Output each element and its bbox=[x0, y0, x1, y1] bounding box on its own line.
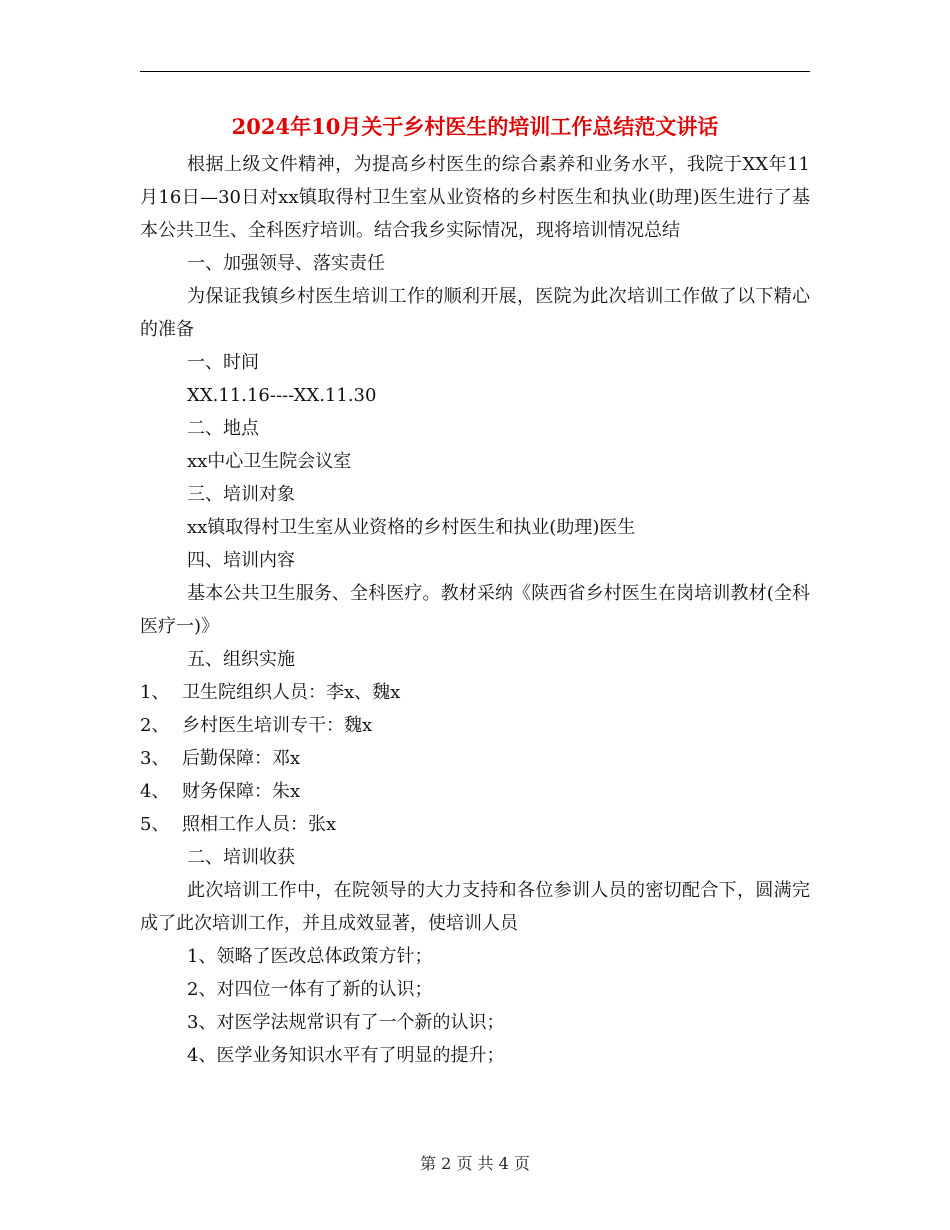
place-value: xx中心卫生院会议室 bbox=[187, 451, 352, 472]
item-number: 5、 bbox=[140, 814, 170, 835]
organization-item bbox=[140, 775, 810, 808]
document-body bbox=[140, 148, 810, 1072]
document-title: 2024年10月关于乡村医生的培训工作总结范文讲话 bbox=[231, 114, 719, 139]
item-number: 4、 bbox=[140, 781, 170, 802]
gain-item: 1、领略了医改总体政策方针； bbox=[187, 946, 433, 967]
item-text: 后勤保障：邓x bbox=[182, 748, 301, 769]
content-heading: 四、培训内容 bbox=[187, 550, 295, 571]
intro-paragraph: 根据上级文件精神，为提高乡村医生的综合素养和业务水平，我院于XX年11月16日—30日对xx镇取得村卫生室从业资格的乡村医生和执业(助理)医生进行了基本公共卫生、全科医疗培训。结合我乡实际情况，现将培训情况总结 bbox=[140, 154, 810, 241]
item-text: 乡村医生培训专干：魏x bbox=[182, 715, 373, 736]
item-text: 照相工作人员：张x bbox=[182, 814, 337, 835]
organization-item bbox=[140, 742, 810, 775]
place-heading: 二、地点 bbox=[187, 418, 259, 439]
result-paragraph: 此次培训工作中，在院领导的大力支持和各位参训人员的密切配合下，圆满完成了此次培训工作，并且成效显著，使培训人员 bbox=[140, 880, 810, 934]
target-value: xx镇取得村卫生室从业资格的乡村医生和执业(助理)医生 bbox=[187, 517, 636, 538]
gain-item: 4、医学业务知识水平有了明显的提升； bbox=[187, 1045, 505, 1066]
gain-item: 3、对医学法规常识有了一个新的认识； bbox=[187, 1012, 505, 1033]
organization-item bbox=[140, 676, 810, 709]
gain-item: 2、对四位一体有了新的认识； bbox=[187, 979, 433, 1000]
preparation-paragraph: 为保证我镇乡村医生培训工作的顺利开展，医院为此次培训工作做了以下精心的准备 bbox=[140, 286, 810, 340]
target-heading: 三、培训对象 bbox=[187, 484, 295, 505]
item-number: 2、 bbox=[140, 715, 170, 736]
item-number: 3、 bbox=[140, 748, 170, 769]
section-heading-2: 二、培训收获 bbox=[187, 847, 295, 868]
organization-item bbox=[140, 808, 810, 841]
header-rule bbox=[140, 71, 810, 72]
time-value: XX.11.16----XX.11.30 bbox=[187, 385, 377, 406]
content-value: 基本公共卫生服务、全科医疗。教材采纳《陕西省乡村医生在岗培训教材(全科医疗一)》 bbox=[140, 583, 810, 637]
page-number-footer: 第 2 页 共 4 页 bbox=[420, 1154, 530, 1173]
organization-heading: 五、组织实施 bbox=[187, 649, 295, 670]
section-heading-1: 一、加强领导、落实责任 bbox=[187, 253, 385, 274]
item-text: 财务保障：朱x bbox=[182, 781, 301, 802]
time-heading: 一、时间 bbox=[187, 352, 259, 373]
organization-item bbox=[140, 709, 810, 742]
item-text: 卫生院组织人员：李x、魏x bbox=[182, 682, 401, 703]
item-number: 1、 bbox=[140, 682, 170, 703]
